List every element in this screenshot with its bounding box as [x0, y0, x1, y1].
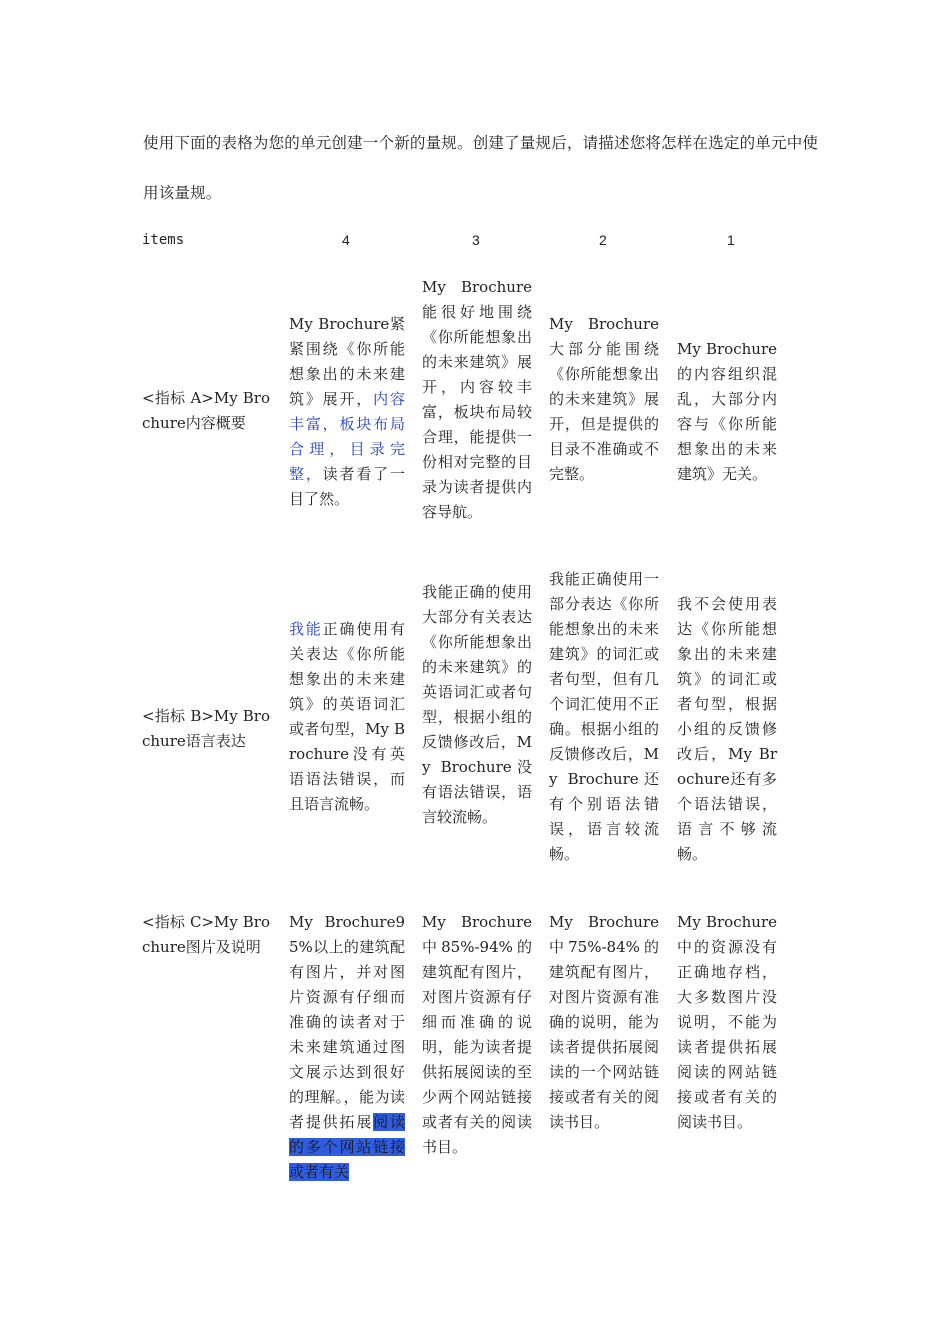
row-a-score-4-text-b: 读者看了一目了然。: [289, 465, 405, 508]
row-b-score-4-text: 正确使用有关表达《你所能想象出的未来建筑》的英语词汇或者句型，My Brochure没有英语语法错误，而且语言流畅。: [289, 620, 405, 813]
row-b-score-3: 我能正确的使用大部分有关表达《你所能想象出的未来建筑》的英语词汇或者句型，根据小组的反馈修改后，My Brochure没有语法错误，语言较流畅。: [422, 583, 532, 826]
header-score-1: 1: [727, 232, 735, 248]
row-b-score-1: 我不会使用表达《你所能想象出的未来建筑》的词汇或者句型，根据小组的反馈修改后，My Brochure还有多个语法错误，语言不够流畅。: [677, 595, 777, 863]
row-a-score-4: [289, 312, 405, 512]
row-c-score-4-highlight: 阅读的多个网站链接或者有关: [289, 1113, 405, 1181]
row-b-score-4-emphasis: 我能: [289, 620, 323, 638]
row-c-score-3: My Brochure中85%-94%的建筑配有图片，对图片资源有仔细而准确的说明，能为读者提供拓展阅读的至少两个网站链接或者有关的阅读书目。: [422, 913, 532, 1156]
row-a-score-4-text-a: My Brochure紧紧围绕《你所能想象出的未来建筑》展开，: [289, 315, 405, 408]
row-b-label: <指标 B>My Brochure语言表达: [142, 707, 270, 750]
row-c-label: <指标 C>My Brochure图片及说明: [142, 913, 270, 956]
header-score-3: 3: [472, 232, 480, 248]
row-a-score-3: My Brochure能很好地围绕《你所能想象出的未来建筑》展开，内容较丰富，板块布局较合理，能提供一份相对完整的目录为读者提供内容导航。: [422, 278, 532, 521]
row-a-label: <指标 A>My Brochure内容概要: [142, 389, 270, 432]
row-c-score-4: [289, 910, 405, 1185]
row-c-score-4-text: My Brochure95%以上的建筑配有图片，并对图片资源有仔细而准确的读者对于未来建筑通过图文展示达到很好的理解。，能为读者提供拓展: [289, 913, 405, 1131]
row-c-score-2: My Brochure中75%-84%的建筑配有图片，对图片资源有准确的说明，能为读者提供拓展阅读的一个网站链接或者有关的阅读书目。: [549, 913, 659, 1131]
row-a-score-4-emphasis: 内容丰富，板块布局合理，目录完整，: [289, 390, 405, 483]
intro-paragraph: 使用下面的表格为您的单元创建一个新的量规。创建了量规后，请描述您将怎样在选定的单元中使用该量规。: [143, 134, 819, 202]
header-items: items: [142, 232, 185, 248]
row-a-score-1: My Brochure的内容组织混乱，大部分内容与《你所能想象出的未来建筑》无关。: [677, 340, 777, 483]
row-b-score-4: [289, 617, 405, 817]
row-c-score-1: My Brochure中的资源没有正确地存档，大多数图片没说明，不能为读者提供拓展阅读的网站链接或者有关的阅读书目。: [677, 913, 777, 1131]
header-score-2: 2: [599, 232, 607, 248]
row-a-score-2: My Brochure大部分能围绕《你所能想象出的未来建筑》展开，但是提供的目录不准确或不完整。: [549, 315, 659, 483]
row-b-score-2: 我能正确使用一部分表达《你所能想象出的未来建筑》的词汇或者句型，但有几个词汇使用不正确。根据小组的反馈修改后，My Brochure还有个别语法错误，语言较流畅。: [549, 570, 659, 863]
header-score-4: 4: [342, 232, 350, 248]
